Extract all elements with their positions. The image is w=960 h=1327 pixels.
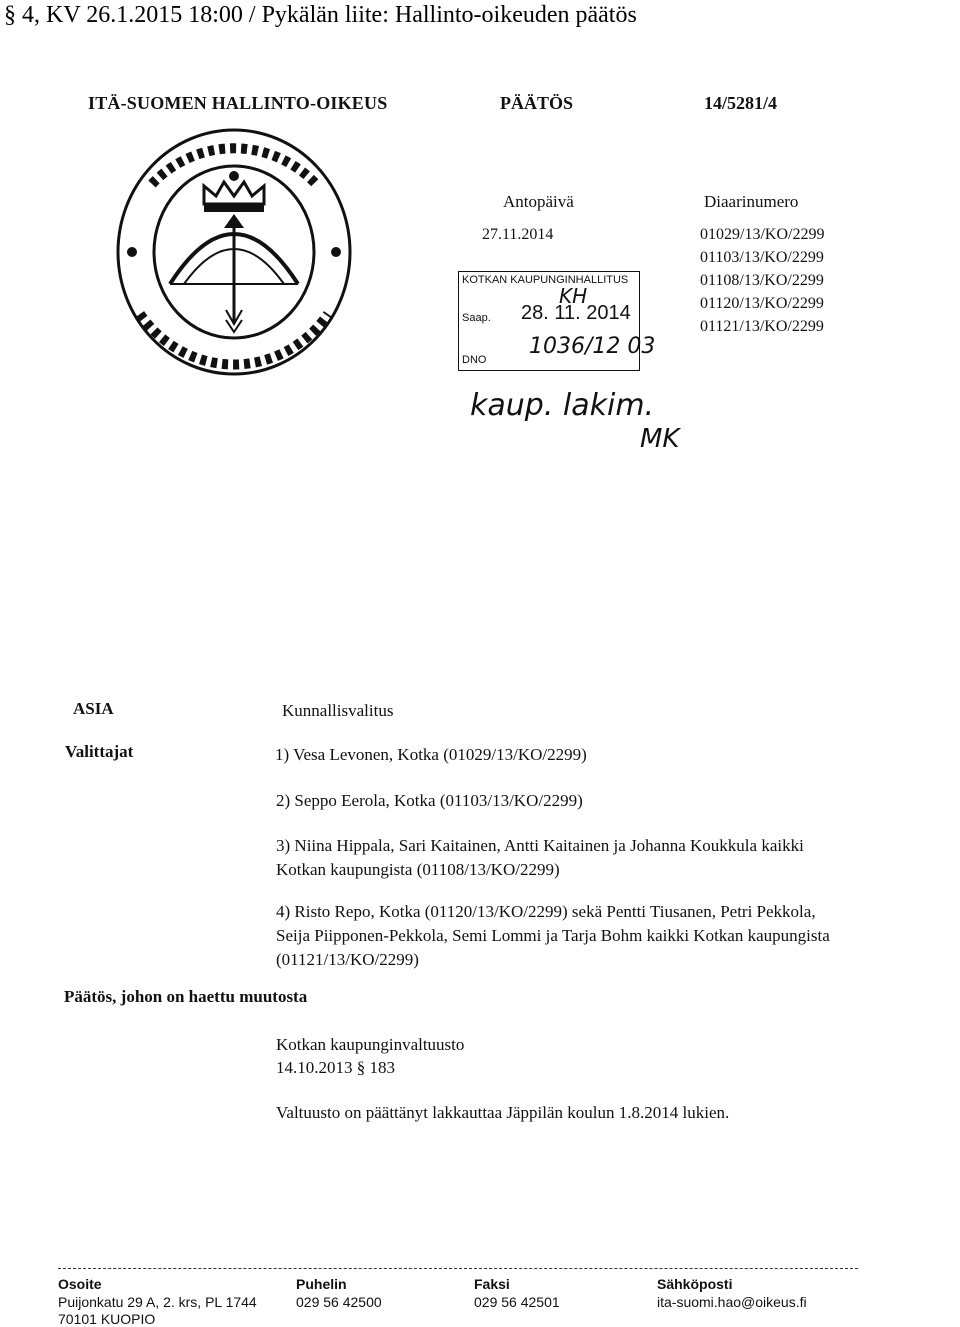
handwritten-initials: MK [640, 424, 680, 454]
footer-fax-value: 029 56 42501 [474, 1294, 560, 1310]
appellant-item: 3) Niina Hippala, Sari Kaitainen, Antti Kaitainen ja Johanna Koukkula kaikki Kotkan kaupungista (01108/13/KO/2299) [276, 836, 804, 879]
decision-text: Valtuusto on päättänyt lakkauttaa Jäppilän koulun 1.8.2014 lukien. [276, 1103, 730, 1122]
stamp-dno-label: DNO [462, 354, 487, 366]
footer-fax-label: Faksi [474, 1276, 510, 1292]
decision-body: Kotkan kaupunginvaltuusto [276, 1035, 465, 1054]
diary-label: Diaarinumero [704, 192, 799, 211]
date-label: Antopäivä [503, 192, 574, 211]
appellant-item: 1) Vesa Levonen, Kotka (01029/13/KO/2299) [275, 745, 587, 764]
stamp-title: KOTKAN KAUPUNGINHALLITUS [462, 274, 629, 286]
document-number: 14/5281/4 [704, 93, 778, 113]
handwritten-note: kaup. lakim. [470, 388, 655, 423]
court-name: ITÄ-SUOMEN HALLINTO-OIKEUS [88, 93, 388, 113]
decision-date: 14.10.2013 § 183 [276, 1058, 395, 1077]
case-number: 01103/13/KO/2299 [700, 249, 824, 266]
footer-email-label: Sähköposti [657, 1276, 733, 1292]
footer-address-line1: Puijonkatu 29 A, 2. krs, PL 1744 [58, 1294, 257, 1310]
page-header: § 4, KV 26.1.2015 18:00 / Pykälän liite: Hallinto-oikeuden päätös [4, 2, 637, 28]
valittajat-label: Valittajat [65, 742, 134, 761]
case-number: 01121/13/KO/2299 [700, 318, 824, 335]
footer-phone-label: Puhelin [296, 1276, 347, 1292]
asia-value: Kunnallisvalitus [282, 701, 394, 720]
stamp-initials: KH [559, 284, 588, 308]
document-type: PÄÄTÖS [500, 93, 574, 113]
court-seal-logo [112, 124, 356, 380]
reception-stamp [458, 271, 656, 371]
footer-divider [58, 1268, 858, 1269]
footer-email-value: ita-suomi.hao@oikeus.fi [657, 1294, 807, 1310]
case-number: 01029/13/KO/2299 [700, 226, 825, 243]
stamp-dno-value: 1036/12 03 [529, 334, 656, 359]
date-value: 27.11.2014 [482, 226, 554, 243]
asia-label: ASIA [73, 699, 114, 718]
stamp-received-label: Saap. [462, 312, 491, 324]
decision-label: Päätös, johon on haettu muutosta [64, 987, 308, 1006]
appellant-item: 2) Seppo Eerola, Kotka (01103/13/KO/2299) [276, 791, 583, 810]
appellant-item: 4) Risto Repo, Kotka (01120/13/KO/2299) sekä Pentti Tiusanen, Petri Pekkola, Seija Piipponen-Pekkola, Semi Lommi ja Tarja Bohm kaikki Kotkan kaupungista (01121/13/KO/2299) [276, 902, 830, 969]
footer-phone-value: 029 56 42500 [296, 1294, 382, 1310]
case-number: 01120/13/KO/2299 [700, 295, 824, 312]
case-number: 01108/13/KO/2299 [700, 272, 824, 289]
footer-address-label: Osoite [58, 1276, 102, 1292]
stamp-received-date: 28. 11. 2014 [521, 302, 631, 324]
footer-address-line2: 70101 KUOPIO [58, 1311, 156, 1327]
